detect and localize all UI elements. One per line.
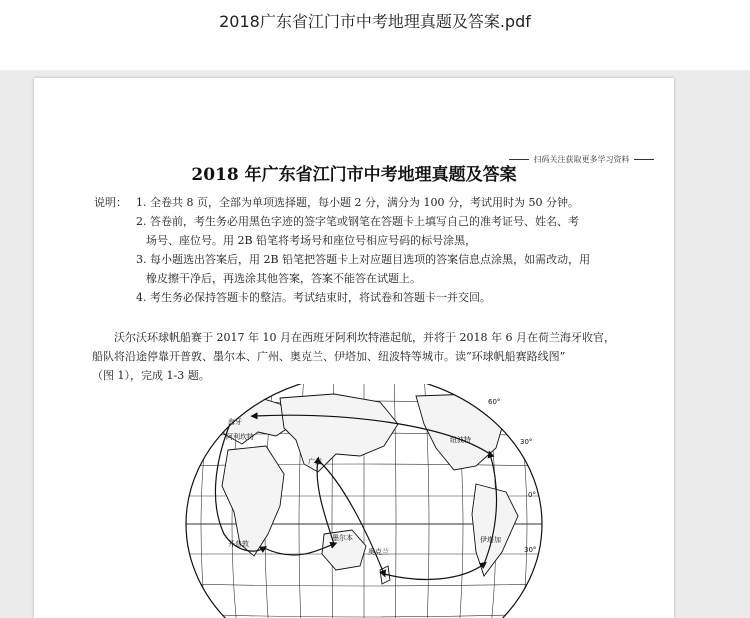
label-hague: 海牙: [228, 418, 242, 426]
document-title: 2018广东省江门市中考地理真题及答案.pdf: [219, 12, 531, 31]
intro-line: 沃尔沃环球帆船赛于 2017 年 10 月在西班牙阿利坎特港起航，并将于 2018 年 6 月在荷兰海牙收官，: [114, 331, 615, 344]
question-intro: [92, 328, 672, 385]
label-auckland: 奥克兰: [368, 548, 389, 556]
label-alicante: 阿利坎特: [226, 433, 254, 441]
label-lat-0: 0°: [528, 491, 536, 499]
instruction-line: 4. 考生务必保持答题卡的整洁。考试结束时，将试卷和答题卡一并交回。: [136, 291, 491, 304]
label-itajai: 伊塔加: [480, 536, 501, 544]
label-lat-30n: 30°: [520, 438, 533, 446]
intro-line: 船队将沿途停靠开普敦、墨尔本、广州、奥克兰、伊塔加、纽波特等城市。读“环球帆船赛路线图”: [92, 350, 566, 363]
viewer-header: [0, 0, 750, 70]
intro-line: （图 1），完成 1-3 题。: [92, 369, 210, 382]
instruction-line: 橡皮擦干净后，再选涂其他答案，答案不能答在试题上。: [146, 272, 421, 285]
label-guangzhou: 广州: [308, 458, 322, 466]
paper-title: 2018 年广东省江门市中考地理真题及答案: [191, 165, 517, 185]
label-lat-30s: 30°: [524, 546, 537, 554]
pdf-page: [34, 78, 674, 618]
route-map-figure: [184, 384, 544, 618]
instruction-line: 3. 每小题选出答案后，用 2B 铅笔把答题卡上对应题目选项的答案信息点涂黑，如需改动，用: [136, 253, 591, 266]
label-lat-60: 60°: [488, 398, 501, 406]
label-melbourne: 墨尔本: [332, 534, 353, 542]
promo-text: 扫码关注获取更多学习资料: [533, 155, 630, 164]
instruction-line: 2. 答卷前，考生务必用黑色字迹的签字笔或钢笔在答题卡上填写自己的准考证号、姓名、考: [136, 215, 579, 228]
instructions-heading: 说明：: [94, 196, 127, 209]
instruction-line: 场号、座位号。用 2B 铅笔将考场号和座位号相应号码的标号涂黑，: [146, 234, 477, 247]
label-newport: 纽波特: [450, 436, 471, 444]
label-capetown: 开普敦: [228, 540, 249, 548]
instruction-line: 1. 全卷共 8 页，全部为单项选择题，每小题 2 分，满分为 100 分，考试用时为 50 分钟。: [136, 196, 579, 209]
